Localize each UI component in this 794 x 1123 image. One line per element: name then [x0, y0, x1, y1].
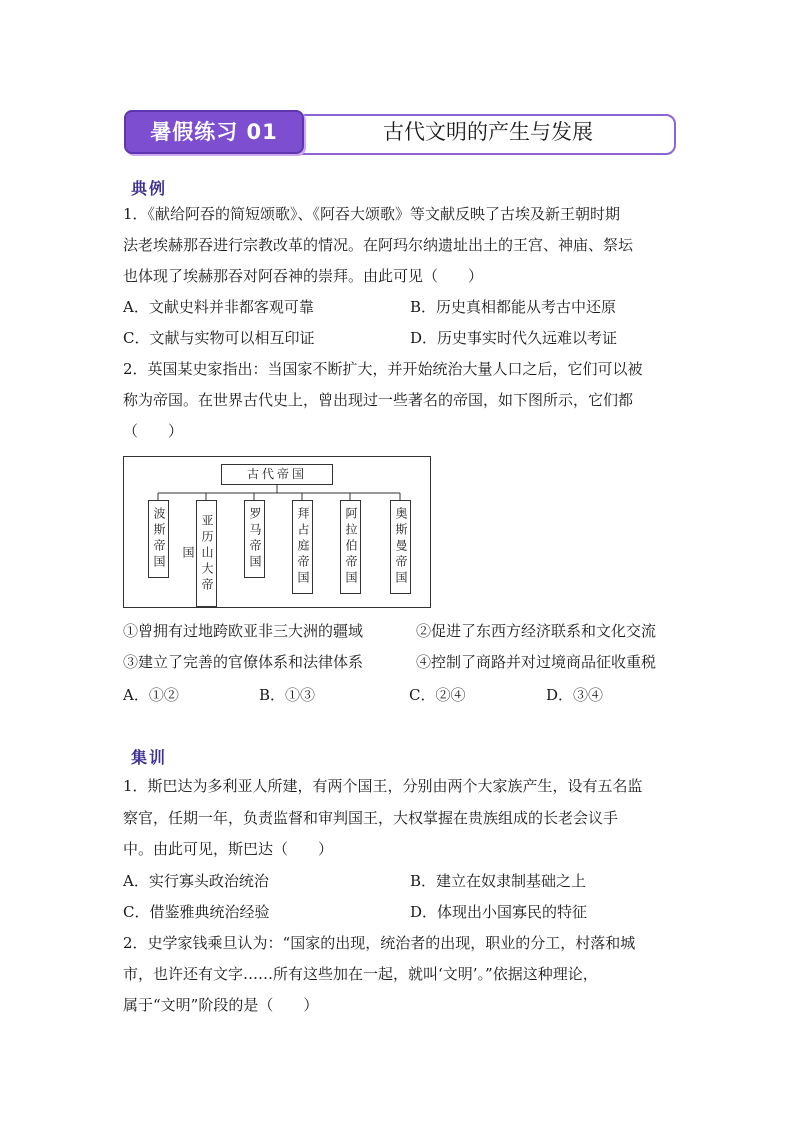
- diagram-empire-box: 波斯帝国: [148, 500, 169, 578]
- option-d: D．历史事实时代久远难以考证: [410, 329, 618, 347]
- question-text-line: 1．《献给阿吞的简短颂歌》、《阿吞大颂歌》等文献反映了古埃及新王朝时期: [123, 205, 621, 223]
- question-text-line: 2．史学家钱乘旦认为：“国家的出现，统治者的出现，职业的分工，村落和城: [123, 934, 636, 952]
- question-text-line: 1．斯巴达为多利亚人所建，有两个国王，分别由两个大家族产生，设有五名监: [123, 777, 643, 795]
- statement-2: ②促进了东西方经济联系和文化交流: [416, 622, 657, 640]
- banner-label: 暑假练习 01: [124, 110, 304, 154]
- option-b: B．①③: [259, 686, 316, 704]
- diagram-empire-box: 拜占庭帝国: [292, 500, 313, 594]
- question-text-line: 中。由此可见，斯巴达（ ）: [123, 840, 334, 858]
- option-d: D．体现出小国寡民的特征: [410, 903, 588, 921]
- diagram-empire-box: 罗马帝国: [244, 500, 265, 578]
- empire-diagram: [123, 456, 431, 608]
- option-c: C．借鉴雅典统治经验: [123, 903, 270, 921]
- section-heading-example: 典例: [131, 179, 168, 198]
- question-text-line: 法老埃赫那吞进行宗教改革的情况。在阿玛尔纳遗址出土的王宫、神庙、祭坛: [123, 236, 634, 254]
- question-text-line: 2．英国某史家指出：当国家不断扩大，并开始统治大量人口之后，它们可以被: [123, 360, 643, 378]
- question-text-line: （ ）: [123, 422, 184, 440]
- option-b: B．历史真相都能从考古中还原: [410, 298, 617, 316]
- lesson-banner: [124, 110, 674, 154]
- diagram-empire-box: 奥斯曼帝国: [390, 500, 411, 594]
- option-c: C．②④: [409, 686, 466, 704]
- option-a: A．文献史料并非都客观可靠: [123, 298, 314, 316]
- section-heading-training: 集训: [131, 748, 168, 767]
- statement-4: ④控制了商路并对过境商品征收重税: [416, 653, 657, 671]
- option-a: A．实行寡头政治统治: [123, 872, 269, 890]
- statement-3: ③建立了完善的官僚体系和法律体系: [123, 653, 364, 671]
- diagram-empire-box: 阿拉伯帝国: [340, 500, 361, 594]
- option-a: A．①②: [123, 686, 179, 704]
- option-b: B．建立在奴隶制基础之上: [410, 872, 587, 890]
- banner-title: 古代文明的产生与发展: [383, 120, 593, 144]
- question-text-line: 属于“文明”阶段的是（ ）: [123, 996, 319, 1014]
- question-text-line: 称为帝国。在世界古代史上，曾出现过一些著名的帝国，如下图所示，它们都: [123, 391, 634, 409]
- statement-1: ①曾拥有过地跨欧亚非三大洲的疆域: [123, 622, 364, 640]
- question-text-line: 察官，任期一年，负责监督和审判国王，大权掌握在贵族组成的长老会议手: [123, 809, 619, 827]
- option-d: D．③④: [546, 686, 604, 704]
- option-c: C．文献与实物可以相互印证: [123, 329, 315, 347]
- diagram-empire-box: 亚历山大帝国: [196, 500, 217, 607]
- question-text-line: 也体现了埃赫那吞对阿吞神的崇拜。由此可见（ ）: [123, 267, 484, 285]
- question-text-line: 市，也许还有文字……所有这些加在一起，就叫‘文明’。”依据这种理论，: [123, 965, 598, 983]
- diagram-root-box: 古代帝国: [221, 464, 333, 485]
